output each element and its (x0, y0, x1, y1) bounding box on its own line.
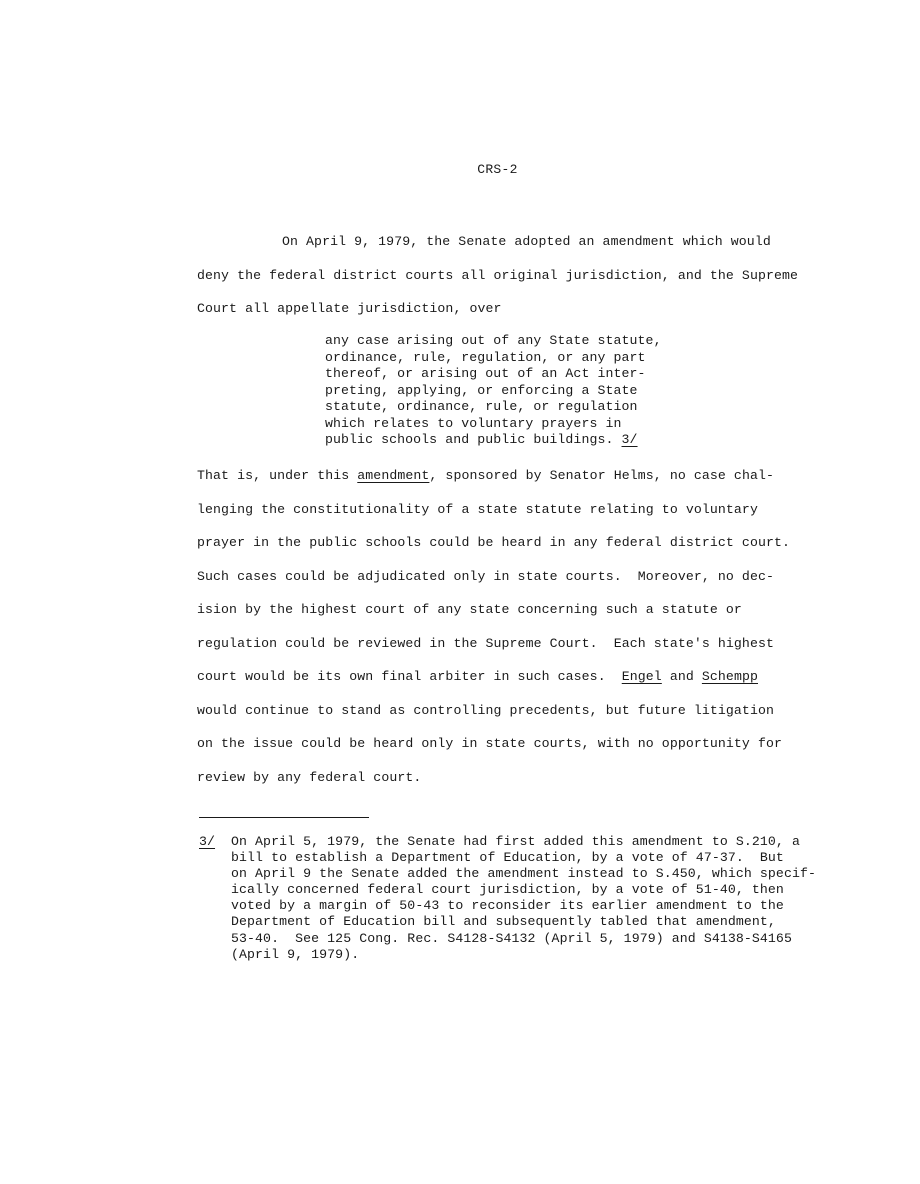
footnote-line: (April 9, 1979). (231, 946, 360, 962)
text-run: court would be its own final arbiter in such cases. (197, 669, 622, 684)
paragraph-line: would continue to stand as controlling precedents, but future litigation (197, 702, 774, 718)
paragraph-line: Court all appellate jurisdiction, over (197, 301, 502, 316)
quote-line-last (325, 432, 662, 449)
quote-text: public schools and public buildings. (325, 432, 622, 447)
paragraph-line (197, 459, 837, 493)
footnote-body (231, 850, 816, 963)
footnote-line: ically concerned federal court jurisdiction, by a vote of 51-40, then (231, 882, 784, 898)
quote-line: any case arising out of any State statute, (325, 333, 662, 348)
footnote-line: voted by a margin of 50-43 to reconsider its earlier amendment to the (231, 898, 784, 914)
case-name-engel: Engel (621, 669, 662, 684)
paragraph-line: ision by the highest court of any state concerning such a statute or (197, 602, 742, 617)
paragraph-line: On April 9, 1979, the Senate adopted an amendment which would (282, 234, 771, 249)
footnote-reference: 3/ (621, 432, 638, 447)
footnote (199, 834, 816, 963)
paragraph-line: prayer in the public schools could be heard in any federal district court. (197, 535, 791, 550)
text-run: , sponsored by Senator Helms, no case chal- (429, 468, 774, 483)
paragraph-line: regulation could be reviewed in the Supreme Court. Each state's highest (197, 635, 774, 651)
footnote-line: bill to establish a Department of Education, by a vote of 47-37. But (231, 850, 784, 866)
paragraph-line: on the issue could be heard only in state courts, with no opportunity for (197, 736, 783, 751)
paragraph-line (197, 660, 837, 694)
paragraph-analysis (197, 459, 837, 794)
footnote-line: Department of Education bill and subsequently tabled that amendment, (231, 914, 776, 930)
text-run: amendment (357, 468, 430, 483)
block-quote (325, 333, 662, 449)
footnote-line: 53-40. See 125 Cong. Rec. S4128-S4132 (April 5, 1979) and S4138-S4165 (231, 930, 792, 946)
text-run: and (661, 669, 702, 684)
paragraph-line: lenging the constitutionality of a state statute relating to voluntary (197, 501, 758, 517)
quote-line: statute, ordinance, rule, or regulation (325, 399, 638, 414)
case-name-schempp: Schempp (701, 669, 758, 684)
footnote-divider (199, 817, 369, 818)
quote-line: which relates to voluntary prayers in (325, 415, 622, 431)
quote-line: ordinance, rule, regulation, or any part (325, 349, 646, 365)
paragraph-intro (197, 225, 837, 326)
quote-line: thereof, or arising out of an Act inter- (325, 366, 646, 381)
page-number: CRS-2 (477, 162, 518, 177)
footnote-line: On April 5, 1979, the Senate had first added this amendment to S.210, a (231, 834, 800, 849)
footnote-marker: 3/ (199, 834, 216, 849)
paragraph-line: Such cases could be adjudicated only in state courts. Moreover, no dec- (197, 568, 774, 584)
paragraph-line: deny the federal district courts all original jurisdiction, and the Supreme (197, 267, 799, 283)
footnote-line: on April 9 the Senate added the amendment instead to S.450, which specif- (231, 866, 817, 882)
quote-line: preting, applying, or enforcing a State (325, 382, 638, 398)
paragraph-line: review by any federal court. (197, 769, 422, 785)
text-run: That is, under this (197, 468, 358, 483)
